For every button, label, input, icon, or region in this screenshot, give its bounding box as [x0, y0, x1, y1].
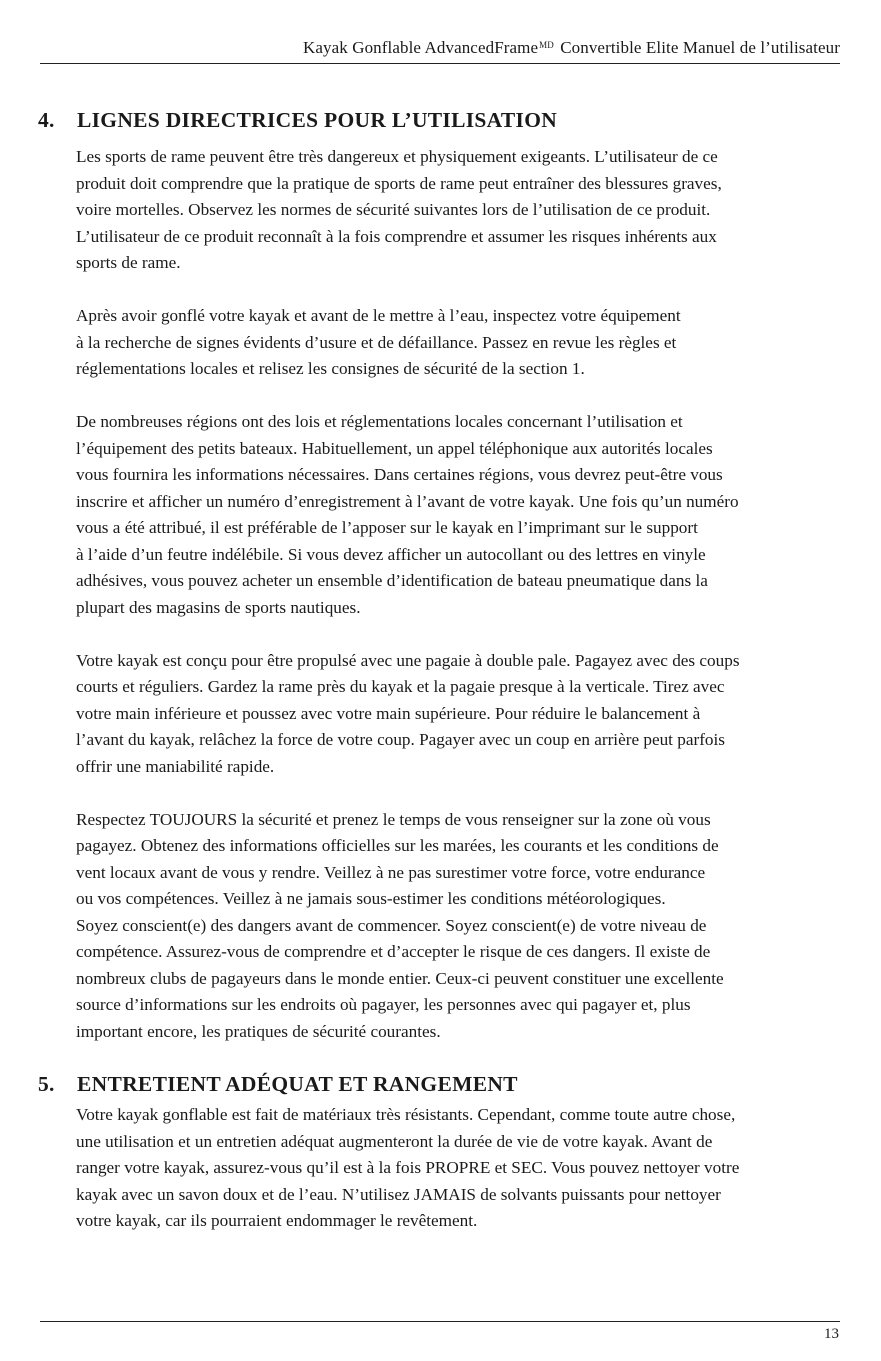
- text-line: L’utilisateur de ce produit reconnaît à la fois comprendre et assumer les risques inhérents aux: [76, 226, 717, 246]
- text-line: l’avant du kayak, relâchez la force de votre coup. Pagayer avec un coup en arrière peut parfois: [76, 730, 725, 749]
- text-line: offrir une maniabilité rapide.: [76, 756, 275, 776]
- section-number: 5.: [38, 1072, 55, 1096]
- text-line: ranger votre kayak, assurez-vous qu’il est à la fois PROPRE et SEC. Vous pouvez nettoyer votre: [76, 1158, 740, 1177]
- section-body: [76, 1102, 838, 1235]
- section-heading: [0, 1072, 881, 1100]
- text-line: votre main inférieure et poussez avec votre main supérieure. Pour réduire le balancement à: [76, 703, 701, 723]
- paragraph: [76, 409, 838, 621]
- paragraph: [76, 1102, 838, 1235]
- section-body: [76, 144, 838, 1045]
- text-line: ou vos compétences. Veillez à ne jamais sous-estimer les conditions météorologiques.: [76, 889, 666, 908]
- paragraph: [76, 807, 838, 1046]
- text-line: source d’informations sur les endroits où pagayer, les personnes avec qui pagayer et, plus: [76, 995, 691, 1014]
- text-line: vous fournira les informations nécessaires. Dans certaines régions, vous devrez peut-être vous: [76, 465, 723, 484]
- text-line: produit doit comprendre que la pratique de sports de rame peut entraîner des blessures graves,: [76, 173, 722, 193]
- text-line: vous a été attribué, il est préférable de l’apposer sur le kayak en l’imprimant sur le support: [76, 518, 698, 537]
- text-line: Votre kayak est conçu pour être propulsé avec une pagaie à double pale. Pagayez avec des coups: [76, 650, 740, 670]
- header-rule: [40, 63, 840, 64]
- section-usage-guidelines: [0, 108, 881, 1045]
- page-number: 13: [824, 1326, 839, 1342]
- section-title: LIGNES DIRECTRICES POUR L’UTILISATION: [77, 108, 558, 132]
- text-line: Votre kayak gonflable est fait de matériaux très résistants. Cependant, comme toute autre chose,: [76, 1105, 736, 1124]
- text-line: Soyez conscient(e) des dangers avant de commencer. Soyez conscient(e) de votre niveau de: [76, 915, 707, 935]
- section-heading: [0, 108, 881, 136]
- text-line: vent locaux avant de vous y rendre. Veillez à ne pas surestimer votre force, votre endurance: [76, 862, 706, 882]
- text-line: compétence. Assurez-vous de comprendre et d’accepter le risque de ces dangers. Il existe de: [76, 942, 711, 961]
- section-maintenance-storage: [0, 1072, 881, 1235]
- text-line: Les sports de rame peuvent être très dangereux et physiquement exigeants. L’utilisateur de ce: [76, 147, 718, 166]
- section-number: 4.: [38, 108, 55, 132]
- text-line: nombreux clubs de pagayeurs dans le monde entier. Ceux-ci peuvent constituer une excellente: [76, 968, 724, 988]
- text-line: voire mortelles. Observez les normes de sécurité suivantes lors de l’utilisation de ce produit.: [76, 200, 711, 219]
- text-line: pagayez. Obtenez des informations officielles sur les marées, les courants et les conditions de: [76, 836, 719, 855]
- text-line: sports de rame.: [76, 253, 181, 272]
- text-line: adhésives, vous pouvez acheter un ensemble d’identification de bateau pneumatique dans la: [76, 571, 708, 590]
- text-line: réglementations locales et relisez les consignes de sécurité de la section 1.: [76, 359, 585, 378]
- text-line: à la recherche de signes évidents d’usure et de défaillance. Passez en revue les règles et: [76, 332, 677, 352]
- text-line: kayak avec un savon doux et de l’eau. N’utilisez JAMAIS de solvants puissants pour nettoyer: [76, 1184, 721, 1204]
- text-line: l’équipement des petits bateaux. Habituellement, un appel téléphonique aux autorités locales: [76, 438, 713, 458]
- text-line: une utilisation et un entretien adéquat augmenteront la durée de vie de votre kayak. Avant de: [76, 1131, 713, 1151]
- header-title-rest: Convertible Elite Manuel de l’utilisateur: [555, 38, 840, 57]
- paragraph: [76, 144, 838, 277]
- paragraph: [76, 648, 838, 781]
- text-line: Respectez TOUJOURS la sécurité et prenez le temps de vous renseigner sur la zone où vous: [76, 809, 711, 829]
- text-line: important encore, les pratiques de sécurité courantes.: [76, 1021, 441, 1041]
- text-line: courts et réguliers. Gardez la rame près du kayak et la pagaie presque à la verticale. Tirez avec: [76, 677, 725, 696]
- section-title: ENTRETIENT ADÉQUAT ET RANGEMENT: [77, 1072, 518, 1096]
- header-title: Kayak Gonflable AdvancedFrame: [302, 38, 539, 57]
- text-line: votre kayak, car ils pourraient endommager le revêtement.: [76, 1211, 478, 1230]
- text-line: Après avoir gonflé votre kayak et avant de le mettre à l’eau, inspectez votre équipement: [76, 306, 681, 325]
- text-line: inscrire et afficher un numéro d’enregistrement à l’avant de votre kayak. Une fois qu’un numéro: [76, 491, 739, 511]
- footer-rule: [40, 1321, 840, 1322]
- text-line: De nombreuses régions ont des lois et réglementations locales concernant l’utilisation et: [76, 412, 683, 431]
- header-trademark: MD: [539, 40, 554, 50]
- text-line: plupart des magasins de sports nautiques.: [76, 597, 361, 617]
- paragraph: [76, 303, 838, 383]
- text-line: à l’aide d’un feutre indélébile. Si vous devez afficher un autocollant ou des lettres en vinyle: [76, 544, 706, 564]
- running-header: [303, 38, 840, 58]
